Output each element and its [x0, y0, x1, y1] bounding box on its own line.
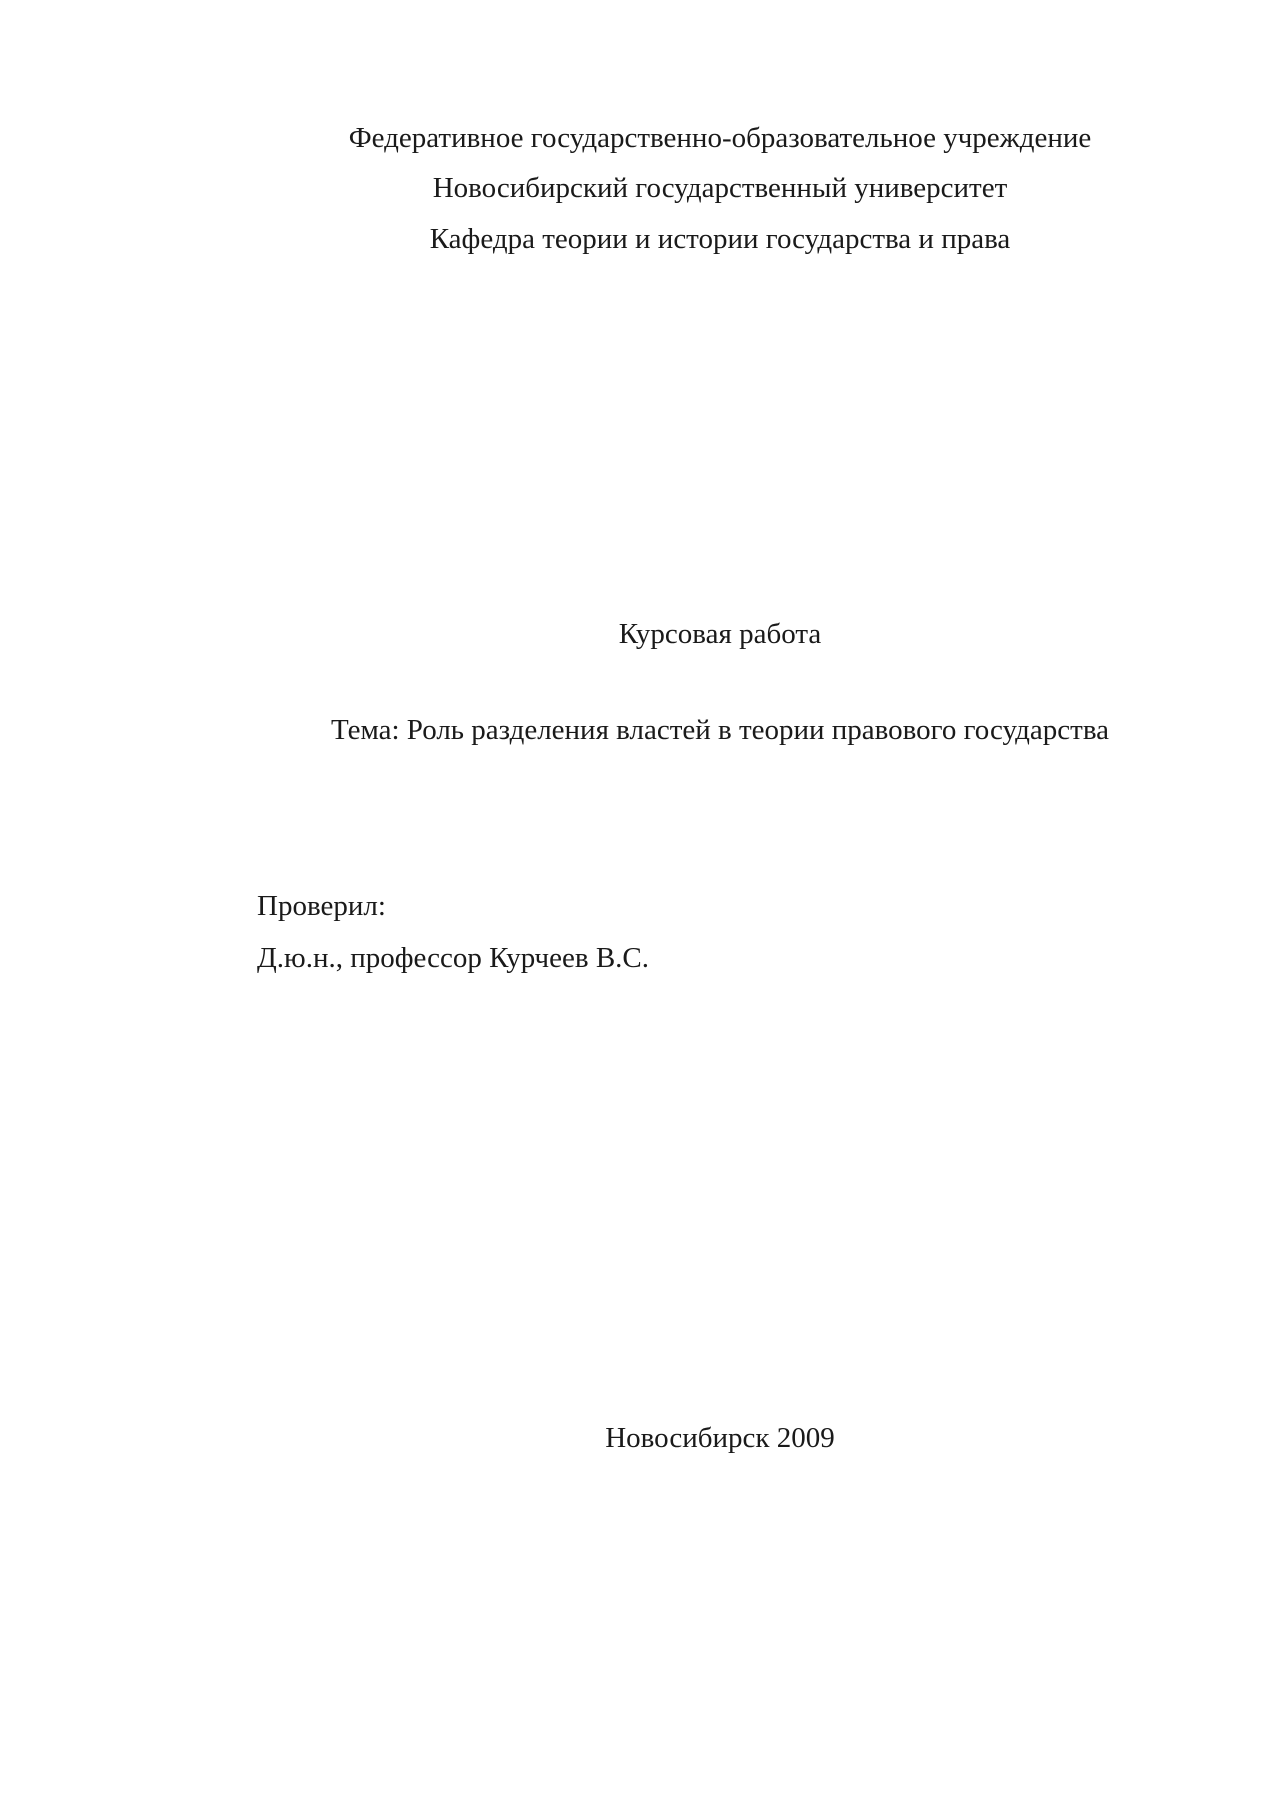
department-name: Кафедра теории и истории государства и права	[429, 223, 1011, 255]
city-year: Новосибирск 2009	[605, 1422, 835, 1454]
checked-by-name: Д.ю.н., профессор Курчеев В.С.	[257, 942, 650, 974]
checked-by-label: Проверил:	[257, 890, 386, 922]
work-topic: Тема: Роль разделения властей в теории правового государства	[330, 714, 1109, 746]
university-name: Новосибирский государственный университет	[432, 172, 1008, 204]
work-title: Курсовая работа	[618, 618, 822, 650]
institution-name: Федеративное государственно-образовательное учреждение	[348, 122, 1092, 154]
